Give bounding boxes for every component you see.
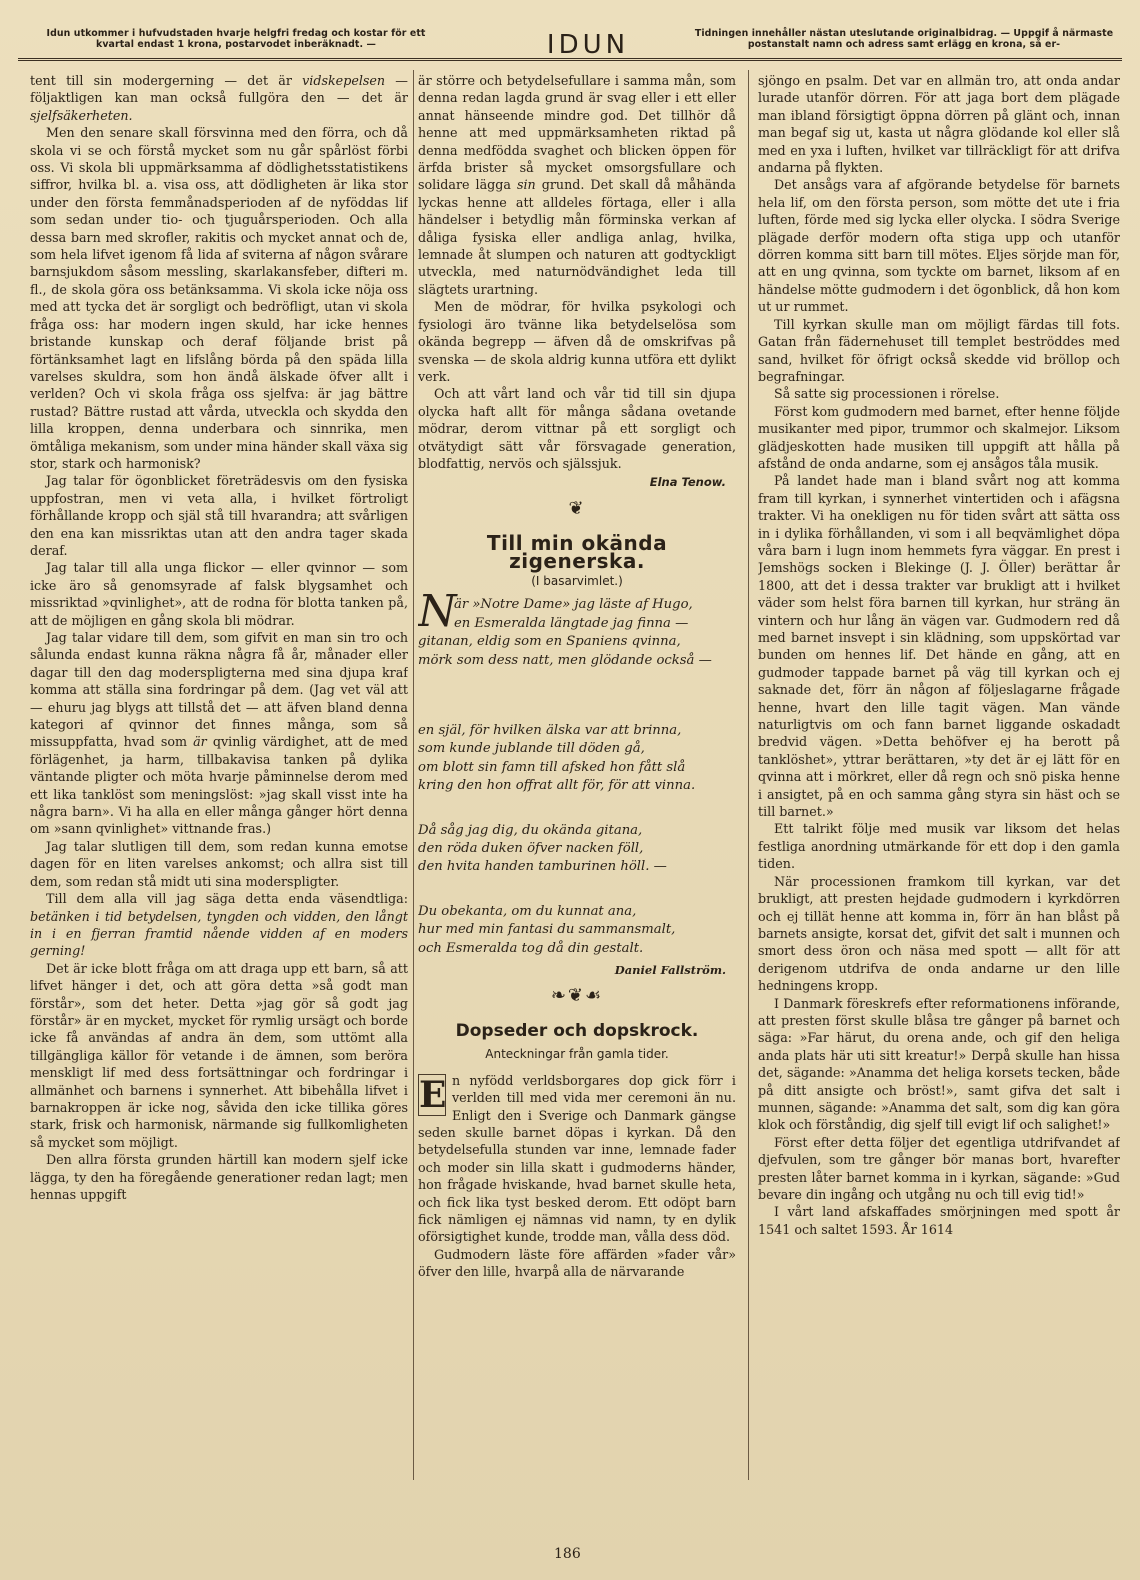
paragraph: Först kom gudmodern med barnet, efter henne följde musikanter med pipor, trummor och skalmejor. Liksom glädjeskotten hade musiken till uppgift att hålla på afstånd de onda andarne, som ej ansågos tåla musik. [758, 403, 1120, 471]
poem-line: den hvita handen tamburinen höll. — [418, 859, 667, 875]
page-number: 186 [554, 1546, 581, 1562]
paragraph: Till dem alla vill jag säga detta enda väsendtliga: betänken i tid betydelsen, tyngden och vidden, den långt in i en fjerran framtid nående vidden af en moders gerning! [30, 891, 408, 959]
poet-signature: Daniel Fallström. [614, 963, 726, 978]
paragraph: Och att vårt land och vår tid till sin djupa olycka haft allt för många sådana ovetande mödrar, derom vittnar på ett sorgligt och otvätydigt sätt vår försvagade generation, blodfattig, nervös och själssjuk. [418, 386, 736, 471]
masthead [18, 28, 1122, 61]
article-title: Dopseder och dopskrock. [455, 1020, 699, 1041]
column-2 [418, 72, 736, 1472]
paragraph: Jag talar slutligen till dem, som redan kunna emotse dagen för en liten varelses ankomst; och allra sist till dem, som redan stå midt uti sina moderspligter. [30, 838, 408, 889]
poem-line: om blott sin famn till afsked hon fått slå [418, 759, 686, 775]
poem-line: och Esmeralda tog då din gestalt. [418, 940, 644, 956]
paragraph: Det ansågs vara af afgörande betydelse för barnets hela lif, om den första person, som mötte det ute i fria luften, förde med sig lycka eller olycka. I södra Sverige plägade derför modern ofta stiga upp och utanför dörren komma sitt barn till mötes. Eljes sörjde man för, att en ung qvinna, som tyckte om barnet, liksom af en händelse mötte gudmodern i det ögonblick, då hon kom ut ur rummet. [758, 177, 1120, 315]
paragraph: I vårt land afskaffades smörjningen med spott år 1541 och saltet 1593. År 1614 [758, 1204, 1120, 1237]
column-rule-2 [748, 70, 749, 1480]
paragraph: tent till sin modergerning — det är vidskepelsen — följaktligen kan man också fullgöra den — det är sjelfsäkerheten. [30, 73, 408, 123]
poem [418, 586, 736, 958]
poem-line: Då såg jag dig, du okända gitana, [418, 822, 643, 838]
article-drop-cap: E [419, 1073, 447, 1116]
paragraph: Men den senare skall försvinna med den förra, och då skola vi se och förstå mycket som nu går spårlöst förbi oss. Vi skola bli uppmärksamma af dödlighetsstatistikens siffror, hvilka bl. a. visa oss, att dödligheten är lika stor under den första femmånadsperioden af de nyföddas lif som sedan under tio- och tjuguårsperioden. Och alla dessa barn med skrofler, rakitis och mycket annat och de, som hela lifvet igenom få lida af sviterna af någon svårare barnsjukdom såsom messling, skarlakansfeber, difteri m. fl., de skola göra oss betänksamma. Vi skola icke nöja oss med att tycka det är sorgligt och bedröfligt, utan vi skola fråga oss: har modern ingen skuld, har icke hennes bristande kunskap och deraf följande brist på förtänksamhet lagt en lifslång börda på den späda lilla varelses skuldra, som hon ändå älskade öfver allt i verlden? Och vi skola fråga oss sjelfva: är jag bättre rustad? Bättre rustad att vårda, utveckla och skydda den lilla kroppen, denna underbara och sinnrika, men ömtåliga mekanism, som under mina händer skall växa sig stor, stark och harmonisk? [30, 125, 408, 471]
paragraph: Till kyrkan skulle man om möjligt färdas till fots. Gatan från fädernehuset till templet beströddes med sand, hvilket för öfrigt också skedde vid bröllop och begrafningar. [758, 316, 1120, 384]
poem-drop-cap: N [418, 586, 457, 638]
masthead-right-notice: Tidningen innehåller nästan uteslutande originalbidrag. — Uppgif å närmaste postanstalt namn och adress samt erlägg en krona, så er- [694, 28, 1114, 50]
ornament-divider: ❦ [568, 497, 586, 519]
masthead-title: IDUN [546, 30, 630, 60]
paragraph: När processionen framkom till kyrkan, var det brukligt, att presten hejdade gudmodern i kyrkdörren och ej tillät henne att komma in, förr än han blåst på barnets ansigte, korsat det, gifvit det salt i munnen och smort dess öron och näsa med spott — allt för att derigenom utdrifva de onda andarne ur den lille hedningens kropp. [758, 873, 1120, 994]
poem-line: mörk som dess natt, men glödande också — [418, 652, 712, 668]
paragraph: Jag talar för ögonblicket företrädesvis om den fysiska uppfostran, men vi veta alla, i hvilket förtroligt förhållande kropp och själ stå till hvarandra; att svårligen den ena kan missriktas utan att den andra tager skada deraf. [30, 473, 408, 558]
poem-line: kring den hon offrat allt för, för att vinna. [418, 778, 696, 794]
paragraph: På landet hade man i bland svårt nog att komma fram till kyrkan, i synnerhet vintertiden och i afägsna trakter. Vi ha onekligen nu för tiden svårt att sätta oss in i dylika förhållanden, vi som i all beqvämlighet döpa våra barn i lugn inom hemmets fyra väggar. En prest i Jemshögs socken i Blekinge (J. J. Öller) berättar år 1800, att det i dessa trakter var brukligt att i hvilket väder som helst föra barnen till kyrkan, hur sträng än vintern och hur lång än vägen var. Gudmodern red då med barnet insvept i sin klädning, som uppskörtad var bunden om hennes lif. Det hände en gång, att en gudmoder tappade barnet på väg till kyrkan och ej saknade det, förr än någon af följeslagarne frågade henne, hvart den lille tagit vägen. Man vände naturligtvis om och fann barnet liggande oskadadt bredvid vägen. »Detta behöfver ej ha berott på tanklöshet», yttrar berättaren, »ty det är ej lätt för en qvinna att i mörkret, eller då regn och snö piska henne i ansigtet, på en och samma gång styra sin häst och se till barnet.» [758, 473, 1120, 820]
column-1 [30, 72, 408, 1472]
poem-line: en Esmeralda längtade jag finna — [454, 615, 689, 631]
poem-line: som kunde jublande till döden gå, [418, 741, 645, 757]
paragraph: I Danmark föreskrefs efter reformationens införande, att presten först skulle blåsa tre gånger på barnet och säga: »Far härut, du orena ande, och gif den heliga anda plats här uti sitt kreatur!» Derpå skulle han hissa det, sägande: »Anamma det heliga korsets tecken, både på ditt ansigte och bröst!», samt gifva det salt i munnen, sägande: »Anamma det salt, som dig kan göra klok och förståndig, dig sjelf till evigt lif och salighet!» [758, 995, 1120, 1133]
masthead-left-notice: Idun utkommer i hufvudstaden hvarje helgfri fredag och kostar för ett kvartal endast 1 krona, postarvodet inberäknadt. — [46, 28, 426, 50]
article-subtitle: Anteckningar från gamla tider. [485, 1047, 669, 1062]
poem-line: den röda duken öfver nacken föll, [418, 841, 644, 857]
paragraph: är större och betydelsefullare i samma mån, som denna redan lagda grund är svag eller i ett eller annat hänseende mindre god. Det tillhör då henne att med uppmärksamheten riktad på denna medfödda svaghet och blicken öppen för ärfda brister så mycket omsorgsfullare och solidare lägga sin grund. Det skall då måhända lyckas henne att alldeles förtaga, eller i alla händelser i betydlig mån förminska verkan af dåliga fysiska eller andliga anlag, hvilka, lemnade åt slumpen och naturen att godtyckligt utveckla, med naturnödvändighet leda till slägtets urartning. [418, 73, 736, 297]
paragraph: Så satte sig processionen i rörelse. [774, 386, 1000, 402]
paragraph: Jag talar vidare till dem, som gifvit en man sin tro och sålunda endast kunna räkna några få år, månader eller dagar till den dag moderspligterna med sina djupa kraf komma att ställa sina fordringar på dem. (Jag vet väl att — ehuru jag blygs att tillstå det — att äfven bland denna kategori af qvinnor det finnes många, som så missuppfatta, hvad som är qvinlig värdighet, att de med förlägenhet, ja harm, tillbakavisa tanken på dylika väntande pligter och möta hvarje påminnelse derom med ett lika tanklöst som meningslöst: »jag skall visst inte ha några barn». Vi ha alla en eller många gånger hört denna om »sann qvinlighet» vittnande fras.) [30, 630, 408, 837]
column-3 [758, 72, 1120, 1472]
paragraph: Jag talar till alla unga flickor — eller qvinnor — som icke äro så genomsyrade af falsk blygsamhet och missriktad »qvinlighet», att de rodna för blotta tanken på, att de möjligen en gång skola bli mödrar. [30, 560, 408, 628]
poem-line: N är »Notre Dame» jag läste af Hugo, [418, 586, 693, 638]
paragraph: Det är icke blott fråga om att draga upp ett barn, så att lifvet hänger i det, och att göra detta »så godt man förstår», som det heter. Detta »jag gör så godt jag förstår» är en mycket, mycket för rymlig ursägt och borde icke få användas af andra än dem, som uttömt alla tillgängliga källor för vetande i de ämnen, som beröra menskligt lif med dess fortsättningar och fordringar i allmänhet och barnens i synnerhet. Att bibehålla lifvet i barnakroppen är icke nog, såvida den icke tillika göres stark, frisk och harmonisk, närmande sig fullkomligheten så mycket som möjligt. [30, 960, 408, 1150]
paragraph: Först efter detta följer det egentliga utdrifvandet af djefvulen, som tre gånger bör manas bort, hvarefter presten låter barnet komma in i kyrkan, sägande: »Gud bevare din ingång och utgång nu och till evig tid!» [758, 1134, 1120, 1202]
paragraph: Den allra första grunden härtill kan modern sjelf icke lägga, ty den ha föregående generationer redan lagt; men hennas uppgift [30, 1152, 408, 1202]
author-signature: Elna Tenow. [649, 475, 726, 490]
poem-subtitle: (I basarvimlet.) [531, 573, 623, 588]
poem-title: Till min okända zigenerska. [486, 531, 668, 573]
ornament-divider: ❧❦☙ [550, 985, 604, 1007]
paragraph: Gudmodern läste före affärden »fader vår» öfver den lille, hvarpå alla de närvarande [418, 1246, 736, 1280]
paragraph: Ett talrikt följe med musik var liksom det helas festliga anordning utmärkande för ett dop i den gamla tiden. [758, 821, 1120, 872]
paragraph: E n nyfödd verldsborgares dop gick förr i verlden till med vida mer ceremoni än nu. Enligt den i Sverige och Danmark gängse seden skulle barnet döpas i kyrkan. Då den betydelsefulla stunden var inne, lemnade fader och moder sin lilla skatt i gudmoderns händer, hon frågade hviskande, hvad barnet skulle heta, och fick lika tyst besked derom. Ett odöpt barn fick nämligen ej nämnas vid namn, ty en dylik oförsigtighet kunde, trodde man, vålla dess död. [418, 1072, 736, 1245]
column-rule-1 [413, 70, 414, 1480]
poem-line: en själ, för hvilken älska var att brinna, [418, 723, 682, 738]
paragraph: Men de mödrar, för hvilka psykologi och fysiologi äro tvänne lika betydelselösa som okända begrepp — äfven då de omskrifvas på svenska — de skola aldrig kunna utföra ett dylikt verk. [418, 299, 736, 384]
paragraph: sjöngo en psalm. Det var en allmän tro, att onda andar lurade utanför dörren. För att jaga bort dem plägade man ibland försigtigt öppna dörren på glänt och, innan man begaf sig ut, kasta ut några glödande kol eller slå med en yxa i luften, hvilket var tillräckligt för att drifva andarna på flykten. [758, 73, 1120, 176]
poem-line: Du obekanta, om du kunnat ana, [418, 903, 637, 919]
poem-line: hur med min fantasi du sammansmalt, [418, 922, 676, 938]
poem-line: gitanan, eldig som en Spaniens qvinna, [418, 634, 681, 650]
